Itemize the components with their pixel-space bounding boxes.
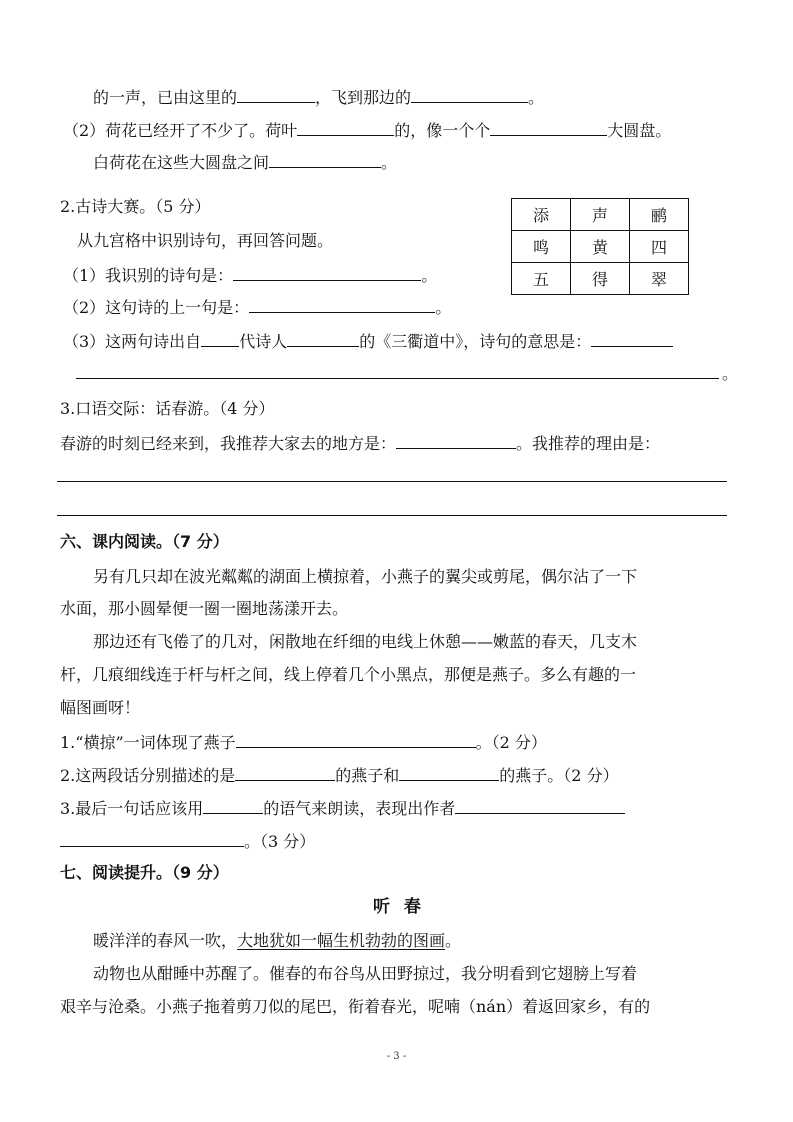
text: 春游的时刻已经来到，我推荐大家去的地方是： — [60, 434, 397, 453]
paragraph: 杆，几痕细线连于杆与杆之间，线上停着几个小黑点，那便是燕子。多么有趣的一 — [60, 665, 637, 684]
answer-line[interactable] — [57, 481, 727, 482]
paragraph: 幅图画呀！ — [60, 698, 141, 717]
answer-blank[interactable] — [411, 84, 528, 103]
oral-title: 3.口语交际：话春游。（4 分） — [60, 399, 275, 418]
answer-blank[interactable] — [249, 294, 435, 313]
grid-cell: 鸣 — [512, 231, 571, 263]
q1-line3 — [93, 149, 397, 175]
answer-blank[interactable] — [297, 117, 394, 136]
paragraph: 动物也从酣睡中苏醒了。催春的布谷鸟从田野掠过，我分明看到它翅膀上写着 — [93, 964, 638, 983]
page-number: - 3 - — [386, 1051, 407, 1062]
sec6-q2 — [60, 762, 619, 788]
text: ，飞到那边的 — [315, 88, 412, 107]
paragraph: 另有几只却在波光粼粼的湖面上横掠着，小燕子的翼尖或剪尾，偶尔沾了一下 — [93, 567, 638, 586]
poem-q1: （1）我识别的诗句是： 。 — [63, 262, 437, 288]
poem-grid — [511, 198, 689, 295]
passage-title: 听 春 — [373, 897, 425, 917]
grid-cell: 四 — [630, 231, 689, 263]
text: 的《三衢道中》，诗句的意思是： — [359, 332, 592, 351]
answer-blank[interactable] — [60, 828, 244, 847]
paragraph: 艰辛与沧桑。小燕子拖着剪刀似的尾巴，衔着春光，呢喃（nán）着返回家乡，有的 — [60, 997, 651, 1016]
sec6-q3-cont — [60, 828, 315, 854]
answer-blank[interactable] — [287, 328, 359, 347]
answer-blank[interactable] — [236, 729, 476, 748]
poem-q2: （2）这句诗的上一句是： 。 — [63, 294, 451, 320]
poem-intro: 从九宫格中识别诗句，再回答问题。 — [77, 231, 334, 250]
answer-blank[interactable] — [237, 84, 315, 103]
period: 。 — [722, 364, 739, 383]
text: 的语气来朗读，表现出作者 — [263, 799, 456, 818]
text: 3.最后一句话应该用 — [60, 799, 204, 818]
grid-cell: 添 — [512, 199, 571, 231]
answer-blank[interactable] — [490, 117, 607, 136]
text: 。 — [528, 88, 545, 107]
grid-cell: 鹂 — [630, 199, 689, 231]
answer-blank[interactable] — [233, 262, 421, 281]
text: 。（2 分） — [475, 733, 547, 752]
text: （2）荷花已经开了不少了。荷叶 — [63, 121, 298, 140]
poem-title: 2.古诗大赛。（5 分） — [60, 197, 211, 216]
paragraph: 那边还有飞倦了的几对，闲散地在纤细的电线上休憩——嫩蓝的春天，几支木 — [93, 632, 638, 651]
paragraph: 水面，那小圆晕便一圈一圈地荡漾开去。 — [60, 599, 349, 618]
q1-line1 — [93, 84, 544, 110]
text: 。 — [381, 153, 398, 172]
poem-q3 — [63, 328, 673, 354]
paragraph — [93, 929, 461, 953]
text: 大圆盘。 — [607, 121, 672, 140]
text: 。（3 分） — [244, 832, 316, 851]
answer-blank[interactable] — [396, 430, 516, 449]
answer-blank[interactable] — [235, 762, 335, 781]
text: 。我推荐的理由是： — [516, 434, 661, 453]
answer-blank[interactable] — [269, 149, 381, 168]
section-6-title: 六、课内阅读。（7 分） — [60, 532, 229, 551]
text: 的燕子和 — [335, 766, 400, 785]
grid-cell: 五 — [512, 263, 571, 295]
grid-cell: 得 — [571, 263, 630, 295]
text: （1）我识别的诗句是： — [63, 266, 234, 285]
text: 暖洋洋的春风一吹， — [93, 931, 238, 950]
text: 1.“横掠”一词体现了燕子 — [60, 733, 236, 752]
grid-cell: 声 — [571, 199, 630, 231]
answer-blank[interactable] — [201, 328, 239, 347]
sec6-q1 — [60, 729, 547, 755]
section-7-title: 七、阅读提升。（9 分） — [60, 863, 229, 882]
text: 代诗人 — [239, 332, 288, 351]
text: 的一声，已由这里的 — [93, 88, 238, 107]
text: （2）这句诗的上一句是： — [63, 298, 250, 317]
text: 白荷花在这些大圆盘之间 — [93, 153, 270, 172]
grid-cell: 翠 — [630, 263, 689, 295]
q1-line2 — [63, 117, 671, 143]
answer-blank[interactable] — [399, 762, 499, 781]
answer-line[interactable] — [57, 515, 727, 516]
answer-blank[interactable] — [455, 795, 625, 814]
oral-text — [60, 430, 660, 456]
text: （3）这两句诗出自 — [63, 332, 202, 351]
underlined-sentence: 大地犹如一幅生机勃勃的图画 — [237, 931, 446, 950]
text: 的，像一个个 — [394, 121, 491, 140]
answer-line[interactable] — [76, 378, 719, 379]
sec6-q3 — [60, 795, 625, 821]
answer-blank[interactable] — [203, 795, 263, 814]
grid-cell: 黄 — [571, 231, 630, 263]
text: 的燕子。（2 分） — [499, 766, 619, 785]
text: 。 — [445, 931, 462, 950]
answer-blank[interactable] — [591, 328, 673, 347]
text: 2.这两段话分别描述的是 — [60, 766, 236, 785]
